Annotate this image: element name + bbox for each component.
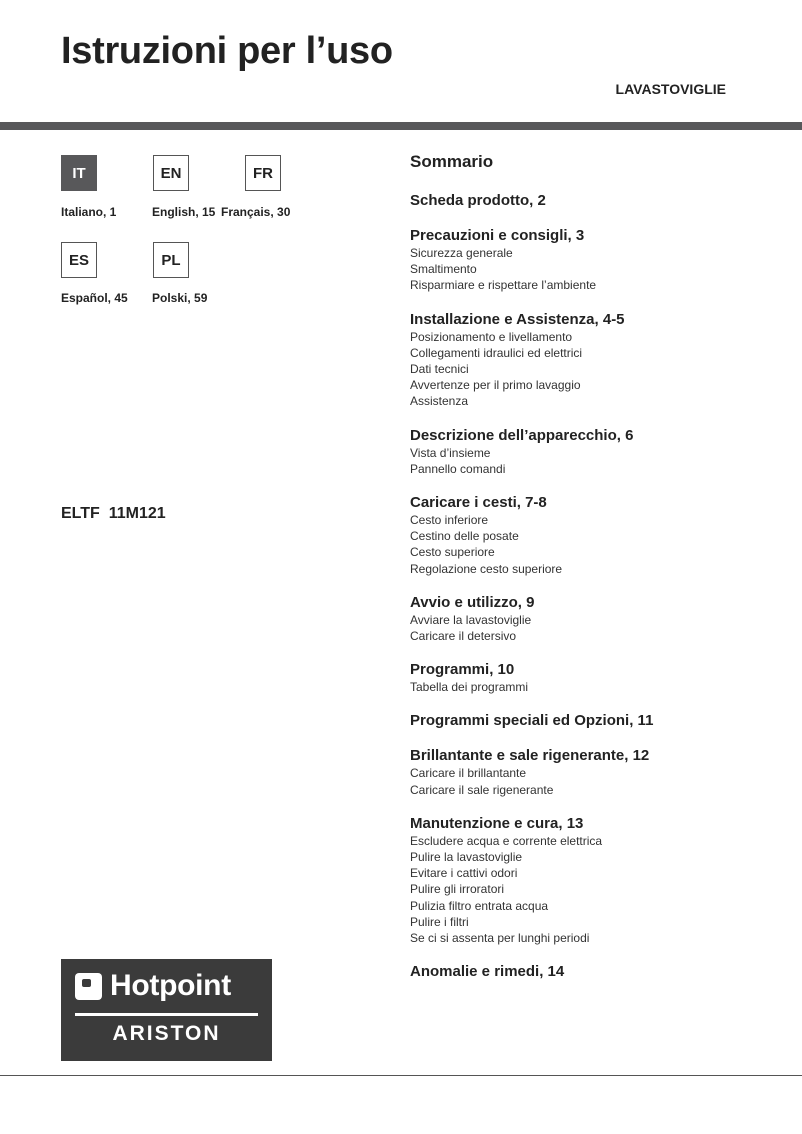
- lang-tab-it[interactable]: IT: [61, 155, 97, 191]
- lang-tab-en[interactable]: EN: [153, 155, 189, 191]
- lang-label-es[interactable]: Español, 45: [61, 291, 128, 305]
- toc-subitem[interactable]: Pannello comandi: [410, 461, 506, 476]
- toc-section-title[interactable]: Manutenzione e cura, 13: [410, 814, 584, 832]
- toc-subitem[interactable]: Avvertenze per il primo lavaggio: [410, 378, 581, 393]
- toc-subitems: [410, 245, 790, 294]
- toc-title: Sommario: [410, 152, 494, 171]
- toc-subitem[interactable]: Cesto superiore: [410, 545, 495, 560]
- hotpoint-mark-icon: [75, 973, 102, 1000]
- logo-divider: [75, 1013, 258, 1016]
- lang-label-it[interactable]: Italiano, 1: [61, 205, 117, 219]
- toc-subitem[interactable]: Regolazione cesto superiore: [410, 561, 563, 576]
- toc-section-title[interactable]: Descrizione dell’apparecchio, 6: [410, 426, 634, 444]
- toc-subitem[interactable]: Caricare il detersivo: [410, 629, 517, 644]
- toc-section: [410, 660, 790, 695]
- toc-section-title[interactable]: Scheda prodotto, 2: [410, 192, 546, 209]
- toc-subitem[interactable]: Avviare la lavastoviglie: [410, 612, 532, 627]
- toc-section-title[interactable]: Installazione e Assistenza, 4-5: [410, 310, 625, 328]
- page-title: Istruzioni per l’uso: [61, 30, 393, 72]
- toc-section: [410, 191, 790, 210]
- lang-tab-fr[interactable]: FR: [245, 155, 281, 191]
- toc-subitems: [410, 445, 790, 477]
- toc-subitems: [410, 765, 790, 797]
- toc-subitems: [410, 612, 790, 644]
- toc-subitem[interactable]: Cesto inferiore: [410, 513, 489, 528]
- toc-subitem[interactable]: Risparmiare e rispettare l’ambiente: [410, 278, 597, 293]
- logo-hotpoint: [75, 969, 231, 1003]
- toc-subitem[interactable]: Vista d’insieme: [410, 445, 491, 460]
- toc-subitem[interactable]: Evitare i cattivi odori: [410, 866, 518, 881]
- toc-section-title[interactable]: Caricare i cesti, 7-8: [410, 494, 547, 512]
- toc-section: [410, 746, 790, 797]
- toc-section: [410, 310, 790, 410]
- toc-subitems: [410, 679, 790, 695]
- toc-subitem[interactable]: Tabella dei programmi: [410, 680, 529, 695]
- lang-label-en[interactable]: English, 15: [152, 205, 216, 219]
- toc-subitem[interactable]: Dati tecnici: [410, 362, 469, 377]
- toc-subitems: [410, 512, 790, 577]
- toc-subitem[interactable]: Assistenza: [410, 394, 469, 409]
- toc-sections: [410, 191, 790, 981]
- footer-divider: [0, 1075, 802, 1076]
- toc-subitem[interactable]: Pulire i filtri: [410, 914, 469, 929]
- logo-brand-text: Hotpoint: [110, 969, 231, 1002]
- lang-label-fr[interactable]: Français, 30: [221, 205, 291, 219]
- toc-subitem[interactable]: Pulire gli irroratori: [410, 882, 505, 897]
- toc-section-title[interactable]: Brillantante e sale rigenerante, 12: [410, 747, 650, 765]
- toc-subitem[interactable]: Collegamenti idraulici ed elettrici: [410, 345, 583, 360]
- toc-subitem[interactable]: Escludere acqua e corrente elettrica: [410, 833, 603, 848]
- toc-section: [410, 814, 790, 946]
- header-divider: [0, 122, 802, 130]
- toc-subitem[interactable]: Caricare il brillantante: [410, 766, 527, 781]
- toc-subitem[interactable]: Caricare il sale rigenerante: [410, 782, 554, 797]
- lang-tab-es[interactable]: ES: [61, 242, 97, 278]
- toc-subitem[interactable]: Pulire la lavastoviglie: [410, 850, 523, 865]
- toc-subitem[interactable]: Se ci si assenta per lunghi periodi: [410, 931, 590, 946]
- toc-section-title[interactable]: Programmi speciali ed Opzioni, 11: [410, 712, 654, 730]
- table-of-contents: [410, 152, 790, 997]
- toc-section: [410, 426, 790, 477]
- hotpoint-ariston-logo: [61, 959, 272, 1061]
- toc-subitem[interactable]: Posizionamento e livellamento: [410, 329, 573, 344]
- toc-section-title[interactable]: Precauzioni e consigli, 3: [410, 227, 585, 244]
- lang-tab-pl[interactable]: PL: [153, 242, 189, 278]
- toc-section: [410, 493, 790, 577]
- product-type: LAVASTOVIGLIE: [615, 81, 726, 97]
- toc-subitems: [410, 329, 790, 410]
- toc-subitem[interactable]: Sicurezza generale: [410, 246, 513, 260]
- toc-subitem[interactable]: Pulizia filtro entrata acqua: [410, 898, 549, 913]
- toc-subitem[interactable]: Cestino delle posate: [410, 529, 519, 544]
- lang-label-pl[interactable]: Polski, 59: [152, 291, 208, 305]
- toc-section: [410, 711, 790, 730]
- toc-section-title[interactable]: Anomalie e rimedi, 14: [410, 963, 565, 981]
- toc-subitem[interactable]: Smaltimento: [410, 262, 477, 277]
- toc-subitems: [410, 833, 790, 946]
- toc-section: [410, 962, 790, 981]
- toc-section: [410, 593, 790, 644]
- model-number: ELTF 11M121: [61, 505, 166, 522]
- toc-section: [410, 226, 790, 294]
- toc-section-title[interactable]: Programmi, 10: [410, 661, 515, 679]
- toc-section-title[interactable]: Avvio e utilizzo, 9: [410, 593, 535, 611]
- logo-sub-brand-text: ARISTON: [112, 1022, 221, 1045]
